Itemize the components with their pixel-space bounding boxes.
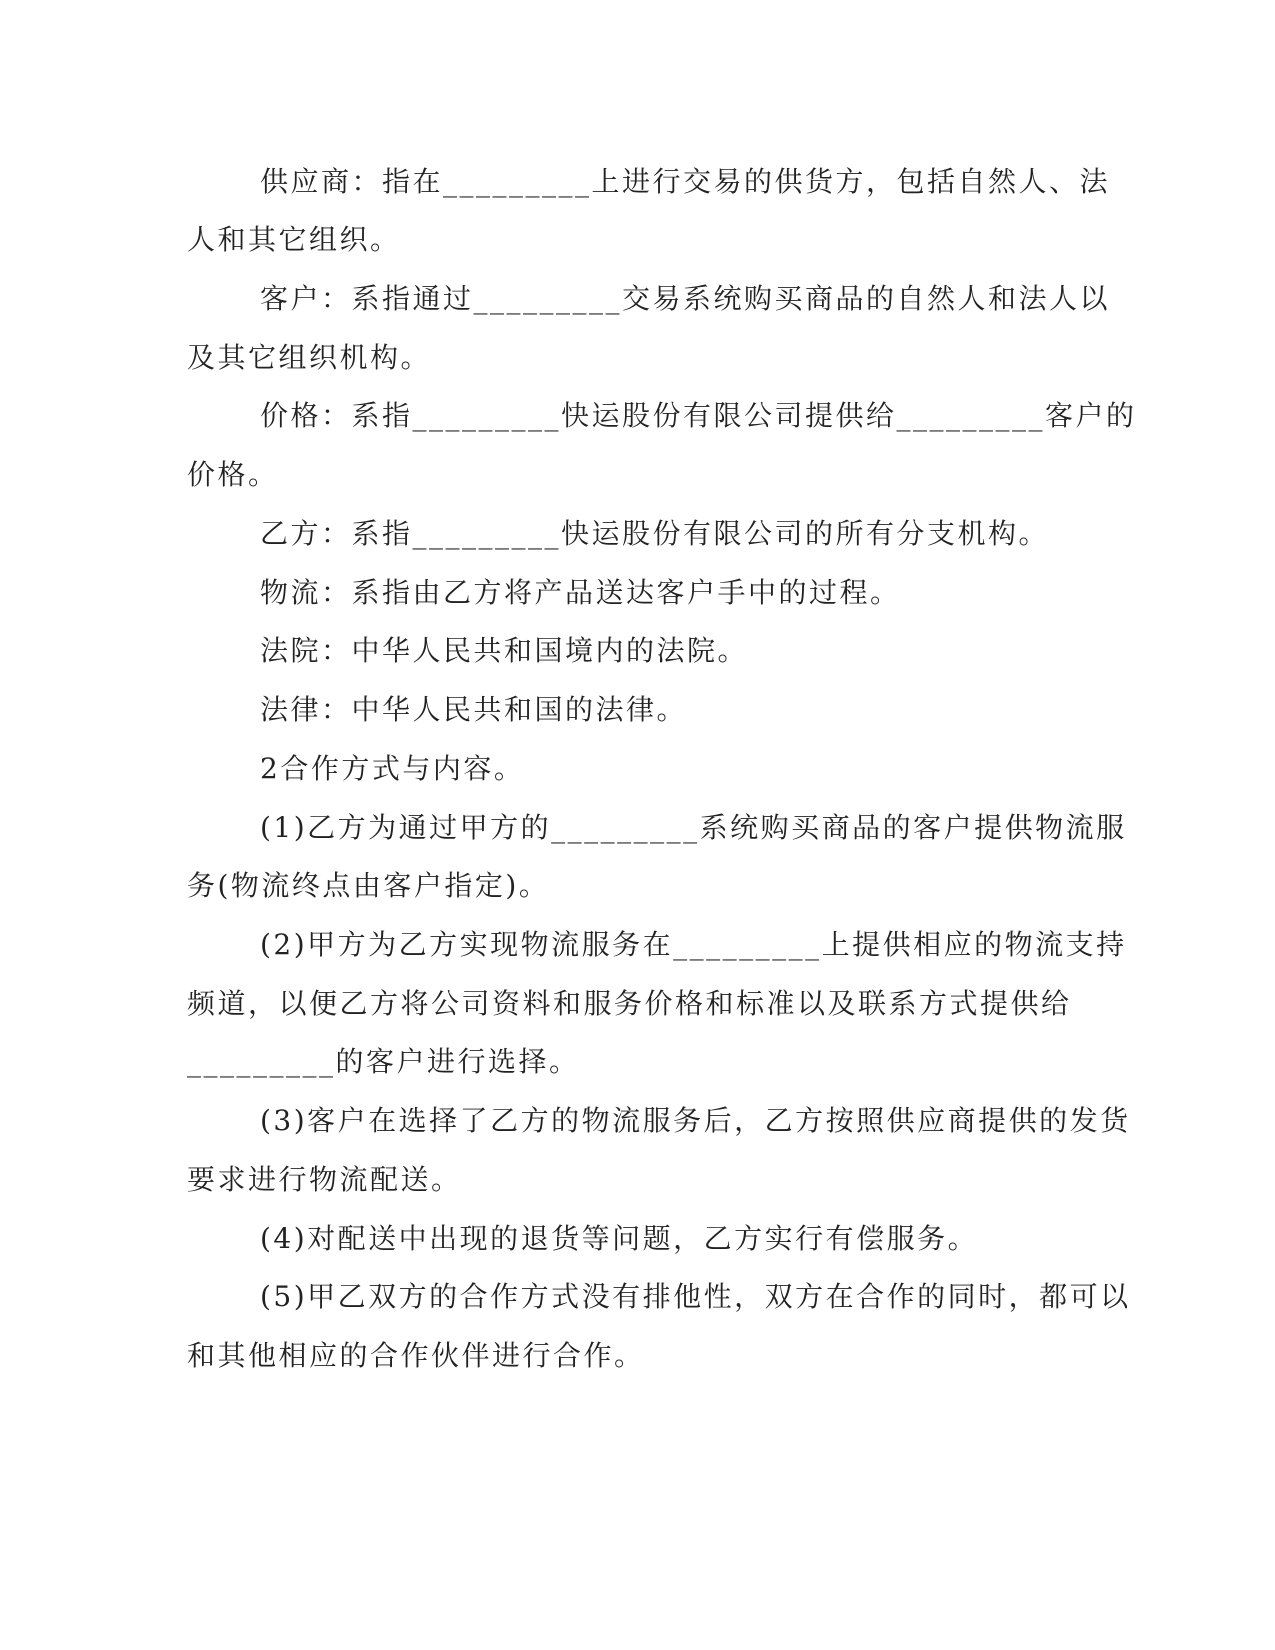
clause-1-line-1: (1)乙方为通过甲方的_________系统购买商品的客户提供物流服 [260,811,1127,844]
definition-party-b: 乙方：系指_________快运股份有限公司的所有分支机构。 [260,517,1050,550]
clause-1-line-2: 务(物流终点由客户指定)。 [187,869,550,902]
definition-customer-line-2: 及其它组织机构。 [187,341,432,374]
section-heading: 2合作方式与内容。 [260,752,525,785]
clause-2-line-1: (2)甲方为乙方实现物流服务在_________上提供相应的物流支持 [260,928,1127,961]
definition-supplier-line-1: 供应商：指在_________上进行交易的供货方，包括自然人、法 [260,165,1111,198]
clause-5-line-1: (5)甲乙双方的合作方式没有排他性，双方在合作的同时，都可以 [260,1280,1131,1313]
definition-law: 法律：中华人民共和国的法律。 [260,693,688,726]
definition-price-line-2: 价格。 [187,458,279,491]
definition-supplier-line-2: 人和其它组织。 [187,223,401,256]
clause-5-line-2: 和其他相应的合作伙伴进行合作。 [187,1339,645,1372]
definition-customer-line-1: 客户：系指通过_________交易系统购买商品的自然人和法人以 [260,282,1111,315]
clause-4: (4)对配送中出现的退货等问题，乙方实行有偿服务。 [260,1222,979,1255]
clause-3-line-2: 要求进行物流配送。 [187,1163,462,1196]
definition-logistics: 物流：系指由乙方将产品送达客户手中的过程。 [260,576,901,609]
clause-3-line-1: (3)客户在选择了乙方的物流服务后，乙方按照供应商提供的发货 [260,1104,1131,1137]
definition-price-line-1: 价格：系指_________快运股份有限公司提供给_________客户的 [260,399,1137,432]
clause-2-line-3: _________的客户进行选择。 [187,1045,580,1078]
definition-court: 法院：中华人民共和国境内的法院。 [260,634,749,667]
clause-2-line-2: 频道，以便乙方将公司资料和服务价格和标准以及联系方式提供给 [187,987,1072,1020]
